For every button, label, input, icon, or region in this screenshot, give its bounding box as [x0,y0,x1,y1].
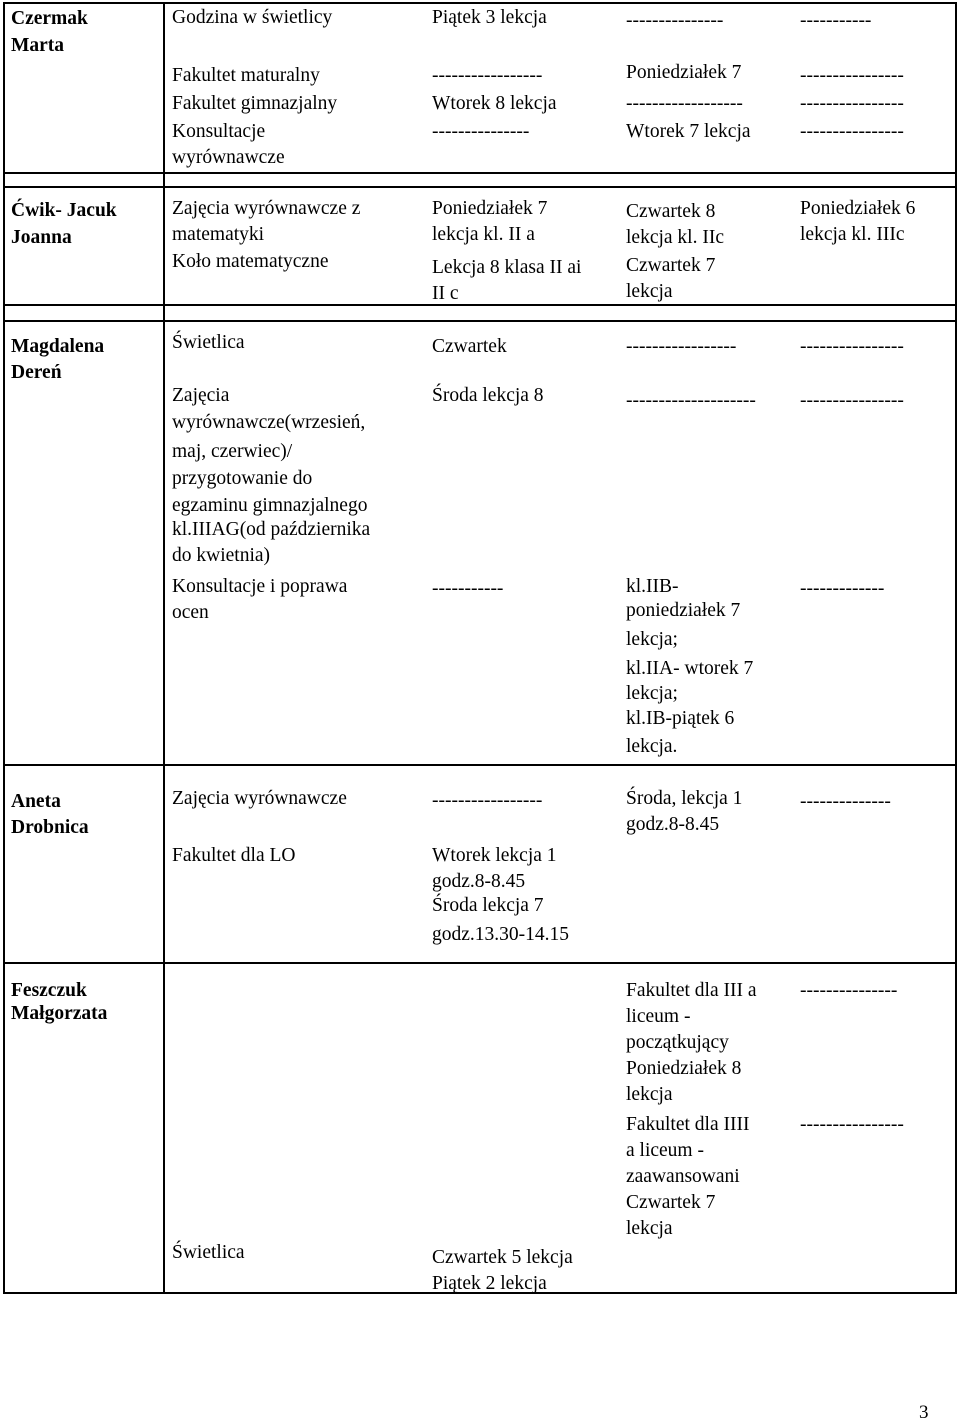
schedule-cell-c2: lekcja; [626,629,678,650]
schedule-cell-c2: Czwartek 7 [626,255,716,276]
teacher-name: Małgorzata [11,1003,108,1024]
schedule-cell-c2: --------------- [626,10,724,31]
column-divider-1 [163,2,165,1294]
activity-text: Fakultet maturalny [172,65,320,86]
teacher-name: Drobnica [11,817,89,838]
schedule-cell-c2: ------------------ [626,93,743,114]
page-number: 3 [919,1402,929,1423]
teacher-name: Magdalena [11,336,105,357]
schedule-cell-c3: --------------- [800,980,898,1001]
schedule-cell-c2: lekcja [626,1218,673,1239]
schedule-cell-c2: Fakultet dla III a [626,980,757,1001]
row-separator-1 [3,172,957,174]
schedule-cell-c1: Piątek 2 lekcja [432,1273,547,1294]
schedule-cell-c2: zaawansowani [626,1166,740,1187]
schedule-cell-c3: ---------------- [800,121,904,142]
activity-text: Konsultacje i poprawa [172,576,348,597]
activity-text: Fakultet gimnazjalny [172,93,338,114]
schedule-cell-c1: Poniedziałek 7 [432,198,548,219]
schedule-cell-c2: Wtorek 7 lekcja [626,121,751,142]
schedule-cell-c2: kl.IIA- wtorek 7 [626,658,754,679]
activity-text: Koło matematyczne [172,251,329,272]
teacher-name: Dereń [11,362,62,383]
schedule-cell-c2: -------------------- [626,390,756,411]
activity-text: Zajęcia wyrównawcze [172,788,347,809]
schedule-cell-c1: godz.13.30-14.15 [432,924,570,945]
row-separator-1b [3,186,957,188]
schedule-cell-c3: ---------------- [800,65,904,86]
schedule-cell-c2: Poniedziałek 8 [626,1058,742,1079]
schedule-cell-c2: lekcja; [626,683,678,704]
schedule-cell-c2: Poniedziałek 7 [626,62,742,83]
schedule-cell-c1: godz.8-8.45 [432,871,526,892]
schedule-cell-c3: ----------- [800,10,872,31]
activity-text: Zajęcia [172,385,230,406]
activity-text: Świetlica [172,1242,245,1263]
schedule-cell-c1: --------------- [432,121,530,142]
schedule-cell-c1: Wtorek 8 lekcja [432,93,557,114]
schedule-cell-c3: ------------- [800,578,885,599]
schedule-cell-c3: -------------- [800,791,891,812]
row-separator-2 [3,304,957,306]
activity-text: egzaminu gimnazjalnego [172,495,368,516]
schedule-cell-c3: ---------------- [800,390,904,411]
schedule-cell-c1: Piątek 3 lekcja [432,7,547,28]
schedule-cell-c2: ----------------- [626,336,737,357]
schedule-cell-c2: lekcja [626,1084,673,1105]
activity-text: Świetlica [172,332,245,353]
activity-text: Konsultacje [172,121,266,142]
teacher-name: Czermak [11,8,88,29]
row-separator-2b [3,320,957,322]
row-separator-4 [3,962,957,964]
schedule-cell-c2: godz.8-8.45 [626,814,720,835]
schedule-cell-c2: lekcja kl. IIc [626,227,724,248]
schedule-cell-c1: Środa lekcja 7 [432,895,544,916]
teacher-name: Marta [11,35,65,56]
activity-text: wyrównawcze(wrzesień, [172,412,366,433]
activity-text: Godzina w świetlicy [172,7,333,28]
activity-text: Zajęcia wyrównawcze z [172,198,361,219]
schedule-cell-c1: Czwartek [432,336,507,357]
schedule-cell-c3: ---------------- [800,1114,904,1135]
activity-text: maj, czerwiec)/ [172,441,293,462]
teacher-name: Joanna [11,227,72,248]
teacher-name: Feszczuk [11,980,87,1001]
row-separator-3 [3,764,957,766]
schedule-cell-c1: ----------------- [432,65,543,86]
schedule-cell-c3: ---------------- [800,93,904,114]
schedule-cell-c1: Środa lekcja 8 [432,385,544,406]
schedule-cell-c2: lekcja. [626,736,678,757]
schedule-cell-c2: poniedziałek 7 [626,600,741,621]
activity-text: matematyki [172,224,265,245]
schedule-cell-c2: kl.IB-piątek 6 [626,708,735,729]
schedule-cell-c2: liceum - [626,1006,691,1027]
teacher-name: Aneta [11,791,61,812]
schedule-cell-c3: Poniedziałek 6 [800,198,916,219]
activity-text: do kwietnia) [172,545,271,566]
activity-text: ocen [172,602,209,623]
schedule-cell-c2: kl.IIB- [626,576,679,597]
activity-text: przygotowanie do [172,468,313,489]
schedule-cell-c1: II c [432,283,459,304]
schedule-cell-c1: Lekcja 8 klasa II ai [432,257,582,278]
table-border-left [3,2,5,1294]
activity-text: Fakultet dla LO [172,845,296,866]
schedule-cell-c3: lekcja kl. IIIc [800,224,905,245]
table-border-right [955,2,957,1294]
schedule-cell-c1: ----------------- [432,790,543,811]
schedule-cell-c1: lekcja kl. II a [432,224,535,245]
teacher-name: Ćwik- Jacuk [11,200,117,221]
schedule-cell-c1: Wtorek lekcja 1 [432,845,557,866]
schedule-cell-c1: Czwartek 5 lekcja [432,1247,573,1268]
schedule-cell-c2: a liceum - [626,1140,704,1161]
schedule-cell-c2: Czwartek 8 [626,201,716,222]
activity-text: kl.IIIAG(od października [172,519,371,540]
schedule-cell-c1: ----------- [432,578,504,599]
table-border-top [3,2,957,4]
schedule-cell-c2: lekcja [626,281,673,302]
schedule-cell-c2: początkujący [626,1032,729,1053]
activity-text: wyrównawcze [172,147,285,168]
schedule-cell-c3: ---------------- [800,336,904,357]
schedule-cell-c2: Fakultet dla IIII [626,1114,750,1135]
schedule-cell-c2: Czwartek 7 [626,1192,716,1213]
schedule-cell-c2: Środa, lekcja 1 [626,788,743,809]
